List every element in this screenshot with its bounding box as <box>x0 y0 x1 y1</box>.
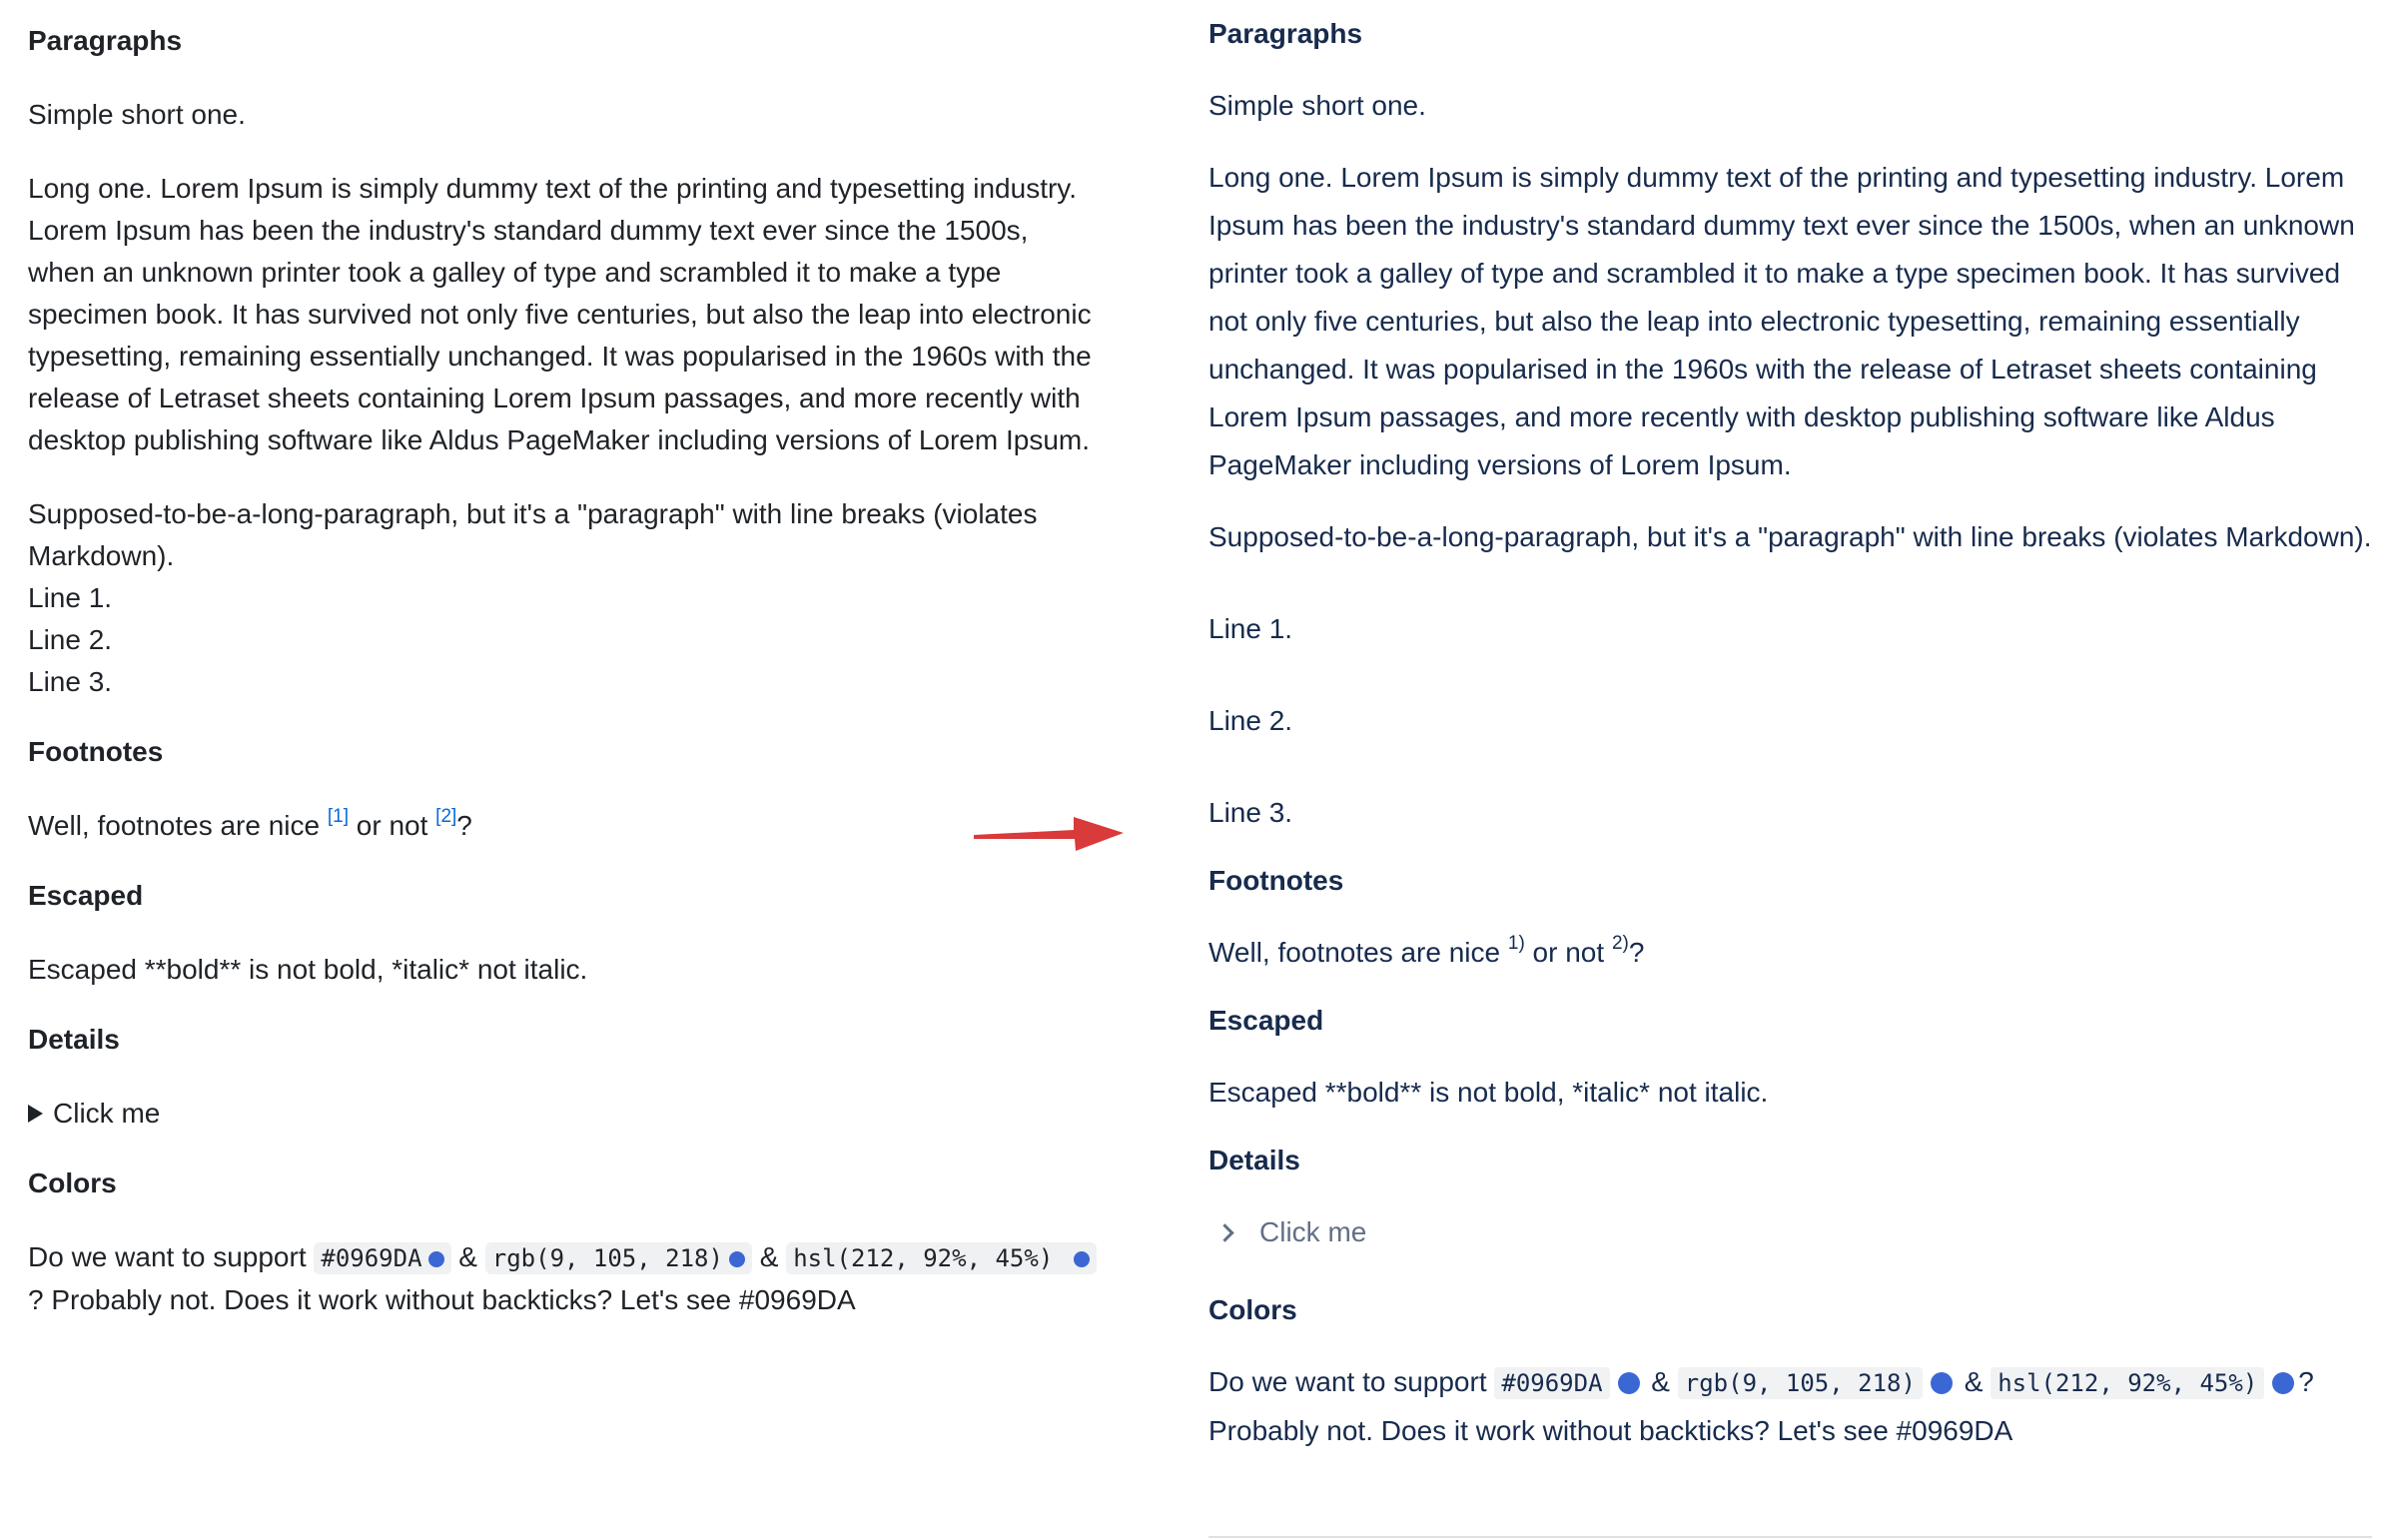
line-1: Line 1. <box>28 582 113 613</box>
code-hsl-text: hsl(212, 92%, 45%) <box>793 1244 1054 1272</box>
heading-escaped: Escaped <box>1208 1005 1324 1036</box>
heading-colors: Colors <box>1208 1294 1297 1325</box>
simple-paragraph: Simple short one. <box>1208 90 1426 121</box>
footnote-paragraph <box>28 805 1102 847</box>
colors-text-a: Do we want to support <box>28 1241 315 1272</box>
supposed-text: Supposed-to-be-a-long-paragraph, but it's a "paragraph" with line breaks (violates Markdown). <box>28 498 1038 571</box>
code-rgb: rgb(9, 105, 218) <box>1678 1367 1923 1399</box>
long-paragraph: Long one. Lorem Ipsum is simply dummy text of the printing and typesetting industry. Lorem Ipsum has been the industry's standard dummy text ever since the 1500s, when an unknown printer took a galley of type and scrambled it to make a type specimen book. It has survived not only five centuries, but also the leap into electronic typesetting, remaining essentially unchanged. It was popularised in the 1960s with the release of Letraset sheets containing Lorem Ipsum passages, and more recently with desktop publishing software like Aldus PageMaker including versions of Lorem Ipsum. <box>28 173 1092 455</box>
summary-label: Click me <box>1259 1216 1367 1247</box>
summary-label: Click me <box>53 1098 161 1129</box>
right-render-pane <box>1208 0 2372 1455</box>
escaped-paragraph: Escaped **bold** is not bold, *italic* not italic. <box>28 954 588 985</box>
footnote-text-b: or not <box>349 810 436 841</box>
code-hex: #0969DA <box>1494 1367 1609 1399</box>
amp-1: & <box>450 1241 485 1272</box>
simple-paragraph: Simple short one. <box>28 99 246 130</box>
footnote-text-a: Well, footnotes are nice <box>1208 937 1508 968</box>
triangle-right-icon <box>28 1105 43 1123</box>
colors-text-a: Do we want to support <box>1208 1366 1495 1397</box>
colors-paragraph <box>28 1236 1102 1321</box>
code-hex-text: #0969DA <box>321 1244 422 1272</box>
colors-text-b: ? Probably not. Does it work without backticks? Let's see #0969DA <box>28 1284 856 1315</box>
heading-details: Details <box>1208 1145 1300 1175</box>
footnote-ref-2[interactable]: 2) <box>1611 933 1629 954</box>
footnote-text-c: ? <box>456 810 472 841</box>
code-rgb-text: rgb(9, 105, 218) <box>491 1244 723 1272</box>
escaped-paragraph: Escaped **bold** is not bold, *italic* not italic. <box>1208 1077 1769 1108</box>
footnote-ref-1[interactable]: 1) <box>1507 933 1525 954</box>
left-render-pane <box>28 0 1102 1321</box>
amp-2: & <box>1956 1366 1991 1397</box>
colors-paragraph <box>1208 1358 2372 1455</box>
color-swatch-icon <box>2272 1372 2294 1394</box>
footnote-paragraph <box>1208 929 2372 977</box>
color-swatch-icon <box>1931 1372 1953 1394</box>
footnote-ref-1[interactable]: [1] <box>327 806 349 827</box>
arrow-right-icon <box>974 811 1134 855</box>
heading-paragraphs: Paragraphs <box>28 25 183 56</box>
amp-1: & <box>1643 1366 1678 1397</box>
footnote-text-c: ? <box>1628 937 1645 968</box>
line-break-paragraph <box>28 493 1102 703</box>
footnote-ref-2[interactable]: [2] <box>435 806 457 827</box>
heading-colors: Colors <box>28 1167 117 1198</box>
line-3: Line 3. <box>1208 797 1293 828</box>
footnote-text-b: or not <box>1524 937 1612 968</box>
code-hsl <box>786 1242 1097 1274</box>
heading-details: Details <box>28 1024 120 1055</box>
heading-footnotes: Footnotes <box>1208 865 1344 896</box>
color-swatch-icon <box>1074 1251 1090 1267</box>
code-hex <box>314 1242 450 1274</box>
heading-paragraphs: Paragraphs <box>1208 18 1363 49</box>
details-summary[interactable] <box>28 1093 1102 1135</box>
line-2: Line 2. <box>28 624 113 655</box>
color-swatch-icon <box>1618 1372 1640 1394</box>
colors-text-b: ? Probably not. Does it work without backticks? Let's see #0969DA <box>1208 1366 2314 1446</box>
long-paragraph: Long one. Lorem Ipsum is simply dummy text of the printing and typesetting industry. Lorem Ipsum has been the industry's standard dummy text ever since the 1500s, when an unknown printer took a galley of type and scrambled it to make a type specimen book. It has survived not only five centuries, but also the leap into electronic typesetting, remaining essentially unchanged. It was popularised in the 1960s with the release of Letraset sheets containing Lorem Ipsum passages, and more recently with desktop publishing software like Aldus PageMaker including versions of Lorem Ipsum. <box>1208 162 2355 480</box>
heading-footnotes: Footnotes <box>28 736 164 767</box>
line-1: Line 1. <box>1208 613 1293 644</box>
amp-2: & <box>751 1241 787 1272</box>
chevron-right-icon <box>1215 1223 1233 1241</box>
color-swatch-icon <box>729 1251 745 1267</box>
line-2: Line 2. <box>1208 705 1293 736</box>
footnote-text-a: Well, footnotes are nice <box>28 810 328 841</box>
bottom-divider <box>1208 1536 2372 1538</box>
code-rgb <box>485 1242 752 1274</box>
color-swatch-icon <box>428 1251 444 1267</box>
supposed-paragraph: Supposed-to-be-a-long-paragraph, but it's a "paragraph" with line breaks (violates Markdown). <box>1208 521 2372 552</box>
code-hsl: hsl(212, 92%, 45%) <box>1991 1367 2264 1399</box>
details-summary[interactable] <box>1208 1208 2372 1256</box>
heading-escaped: Escaped <box>28 880 144 911</box>
line-3: Line 3. <box>28 666 113 697</box>
